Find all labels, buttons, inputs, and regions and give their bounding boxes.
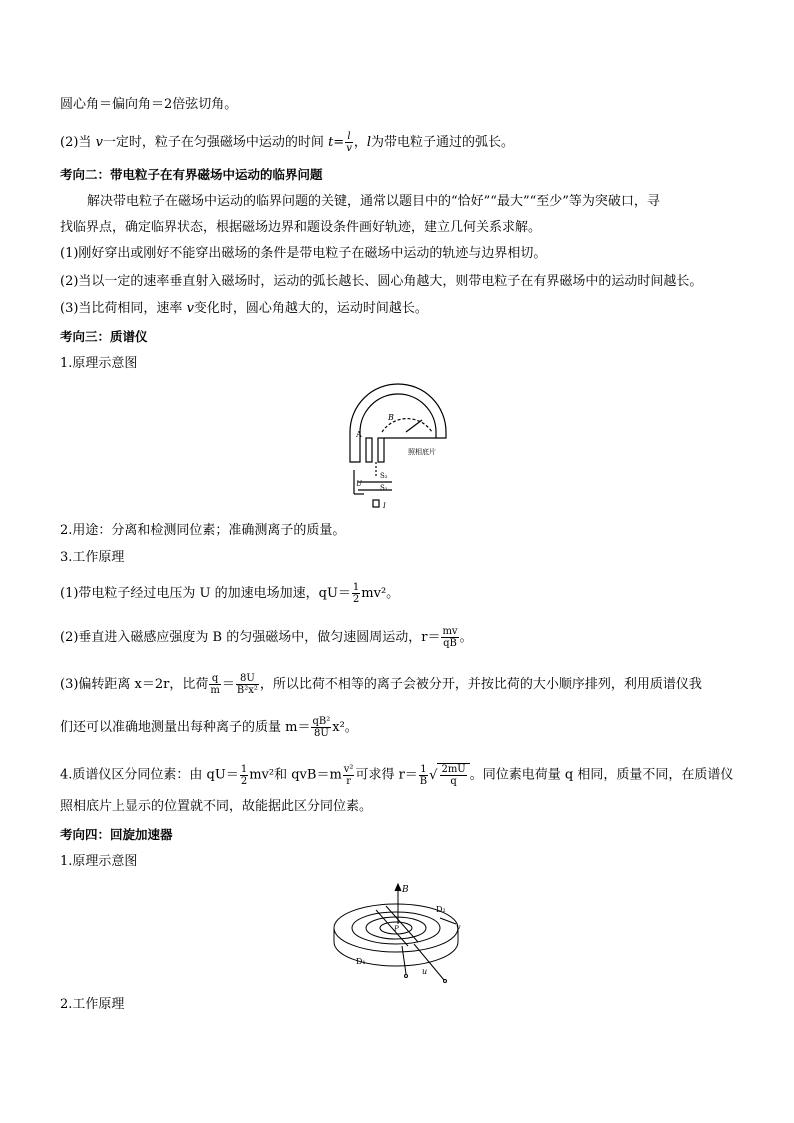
cyclotron-diagram xyxy=(330,880,470,988)
label-S2: S₂ xyxy=(380,472,388,480)
sub-heading: 1.原理示意图 xyxy=(60,854,138,869)
denominator: 2 xyxy=(352,594,360,605)
var-v: v xyxy=(95,135,103,150)
label-I: I xyxy=(383,502,386,510)
label-B: B xyxy=(402,885,409,895)
section-heading: 考向二：带电粒子在有界磁场中运动的临界问题 xyxy=(60,167,323,182)
numerator: 2mU xyxy=(441,764,466,775)
fraction xyxy=(343,764,355,787)
numerator: qB² xyxy=(312,716,331,727)
text: ， xyxy=(353,135,367,150)
fraction xyxy=(419,764,428,787)
section-heading: 考向三：质谱仪 xyxy=(60,329,148,344)
fraction xyxy=(209,673,220,696)
text: 变化时，圆心角越大的，运动时间越长。 xyxy=(193,301,428,316)
denominator: B²x² xyxy=(236,685,258,696)
time-formula-line xyxy=(60,131,514,154)
numerator: 1 xyxy=(420,763,427,775)
denominator: v xyxy=(346,143,352,154)
text: (2)垂直进入磁感应强度为 B 的匀强磁场中，做匀速圆周运动，r＝ xyxy=(60,630,441,645)
mass-spectrometer-diagram xyxy=(340,382,460,512)
label-P: P xyxy=(394,925,399,933)
sub-heading: 1.原理示意图 xyxy=(60,356,138,371)
text: 可求得 r＝ xyxy=(355,767,418,783)
text: ，所以比荷不相等的离子会被分开，并按比荷的大小顺序排列，利用质谱仪我 xyxy=(259,677,702,692)
list-item: (1)刚好穿出或刚好不能穿出磁场的条件是带电粒子在磁场中运动的轨迹与边界相切。 xyxy=(60,246,547,261)
text: 4.质谱仪区分同位素：由 qU＝ xyxy=(60,767,239,783)
label-B: B xyxy=(388,413,394,422)
text: (1)带电粒子经过电压为 U 的加速电场加速，qU＝ xyxy=(60,586,351,601)
square-root: √ $\frac{2mU}{q}$ xyxy=(429,763,470,787)
text: 一定时，粒子在匀强磁场中运动的时间 xyxy=(102,135,329,150)
fraction xyxy=(440,764,466,787)
denominator: B xyxy=(419,775,428,787)
denominator: 2 xyxy=(240,775,248,787)
denominator: r xyxy=(346,775,351,787)
text: (2)当 xyxy=(60,135,96,150)
list-item xyxy=(60,300,428,318)
denominator: 8U xyxy=(313,728,329,739)
denominator: q xyxy=(450,776,457,787)
numerator: mv xyxy=(442,626,458,637)
label-A: A xyxy=(356,430,362,439)
fraction xyxy=(240,764,248,787)
label-u: u xyxy=(422,967,428,976)
numerator: q xyxy=(209,673,220,685)
section-heading: 考向四：回旋加速器 xyxy=(60,827,173,842)
numerator: v² xyxy=(343,763,354,775)
label-U: U xyxy=(356,480,362,488)
numerator: 1 xyxy=(240,763,248,775)
text-line: 2.用途：分离和检测同位素；准确测离子的质量。 xyxy=(60,523,346,538)
formula-line xyxy=(60,716,358,739)
text: (3)当比荷相同，速率 xyxy=(60,301,187,316)
formula-line xyxy=(60,763,733,787)
numerator: l xyxy=(345,131,353,143)
fraction xyxy=(236,673,259,696)
denominator: m xyxy=(210,685,220,696)
fraction xyxy=(345,131,353,154)
label-S1: S₁ xyxy=(380,484,388,492)
equals: = xyxy=(333,135,345,150)
text-line: 圆心角＝偏向角＝2倍弦切角。 xyxy=(60,97,238,112)
equals: ＝ xyxy=(221,677,235,692)
text: x²。 xyxy=(332,720,358,735)
fraction xyxy=(311,716,331,739)
formula-line xyxy=(60,673,702,696)
paragraph-line: 解决带电粒子在磁场中运动的临界问题的关键，通常以题目中的“恰好”“最大”“至少”等为突破口，寻 xyxy=(87,194,660,209)
sub-heading: 3.工作原理 xyxy=(60,550,125,565)
paragraph-line: 找临界点，确定临界状态，根据磁场边界和题设条件画好轨迹，建立几何关系求解。 xyxy=(60,220,542,235)
label-D1: D₁ xyxy=(356,957,366,966)
label-v: v xyxy=(456,923,461,932)
text: mv²。 xyxy=(361,586,400,601)
text: (3)偏转距离 x＝2r，比荷 xyxy=(60,677,209,692)
text: mv²和 qvB＝m xyxy=(249,767,342,783)
text-line: 照相底片上显示的位置就不同，故能据此区分同位素。 xyxy=(60,799,373,814)
label-film: 照相底片 xyxy=(408,448,436,456)
list-item: (2)当以一定的速率垂直射入磁场时，运动的弧长越长、圆心角越大，则带电粒子在有界磁场中的运动时间越长。 xyxy=(60,274,703,289)
numerator: 8U xyxy=(236,673,259,685)
label-D2: D₂ xyxy=(436,905,446,914)
sub-heading: 2.工作原理 xyxy=(60,997,125,1012)
text: 。同位素电荷量 q 相同，质量不同，在质谱仪 xyxy=(469,767,734,783)
text: 们还可以准确地测量出每种离子的质量 m＝ xyxy=(60,720,311,735)
var-l: l xyxy=(366,135,372,150)
var-v: v xyxy=(186,301,194,316)
var-t: t xyxy=(328,135,334,150)
numerator: 1 xyxy=(352,582,360,593)
text: 。 xyxy=(459,630,473,645)
fraction xyxy=(352,582,360,605)
denominator: qB xyxy=(443,638,457,649)
formula-line xyxy=(60,582,399,605)
formula-line xyxy=(60,626,473,649)
text: 为带电粒子通过的弧长。 xyxy=(371,135,515,150)
fraction xyxy=(441,626,458,649)
